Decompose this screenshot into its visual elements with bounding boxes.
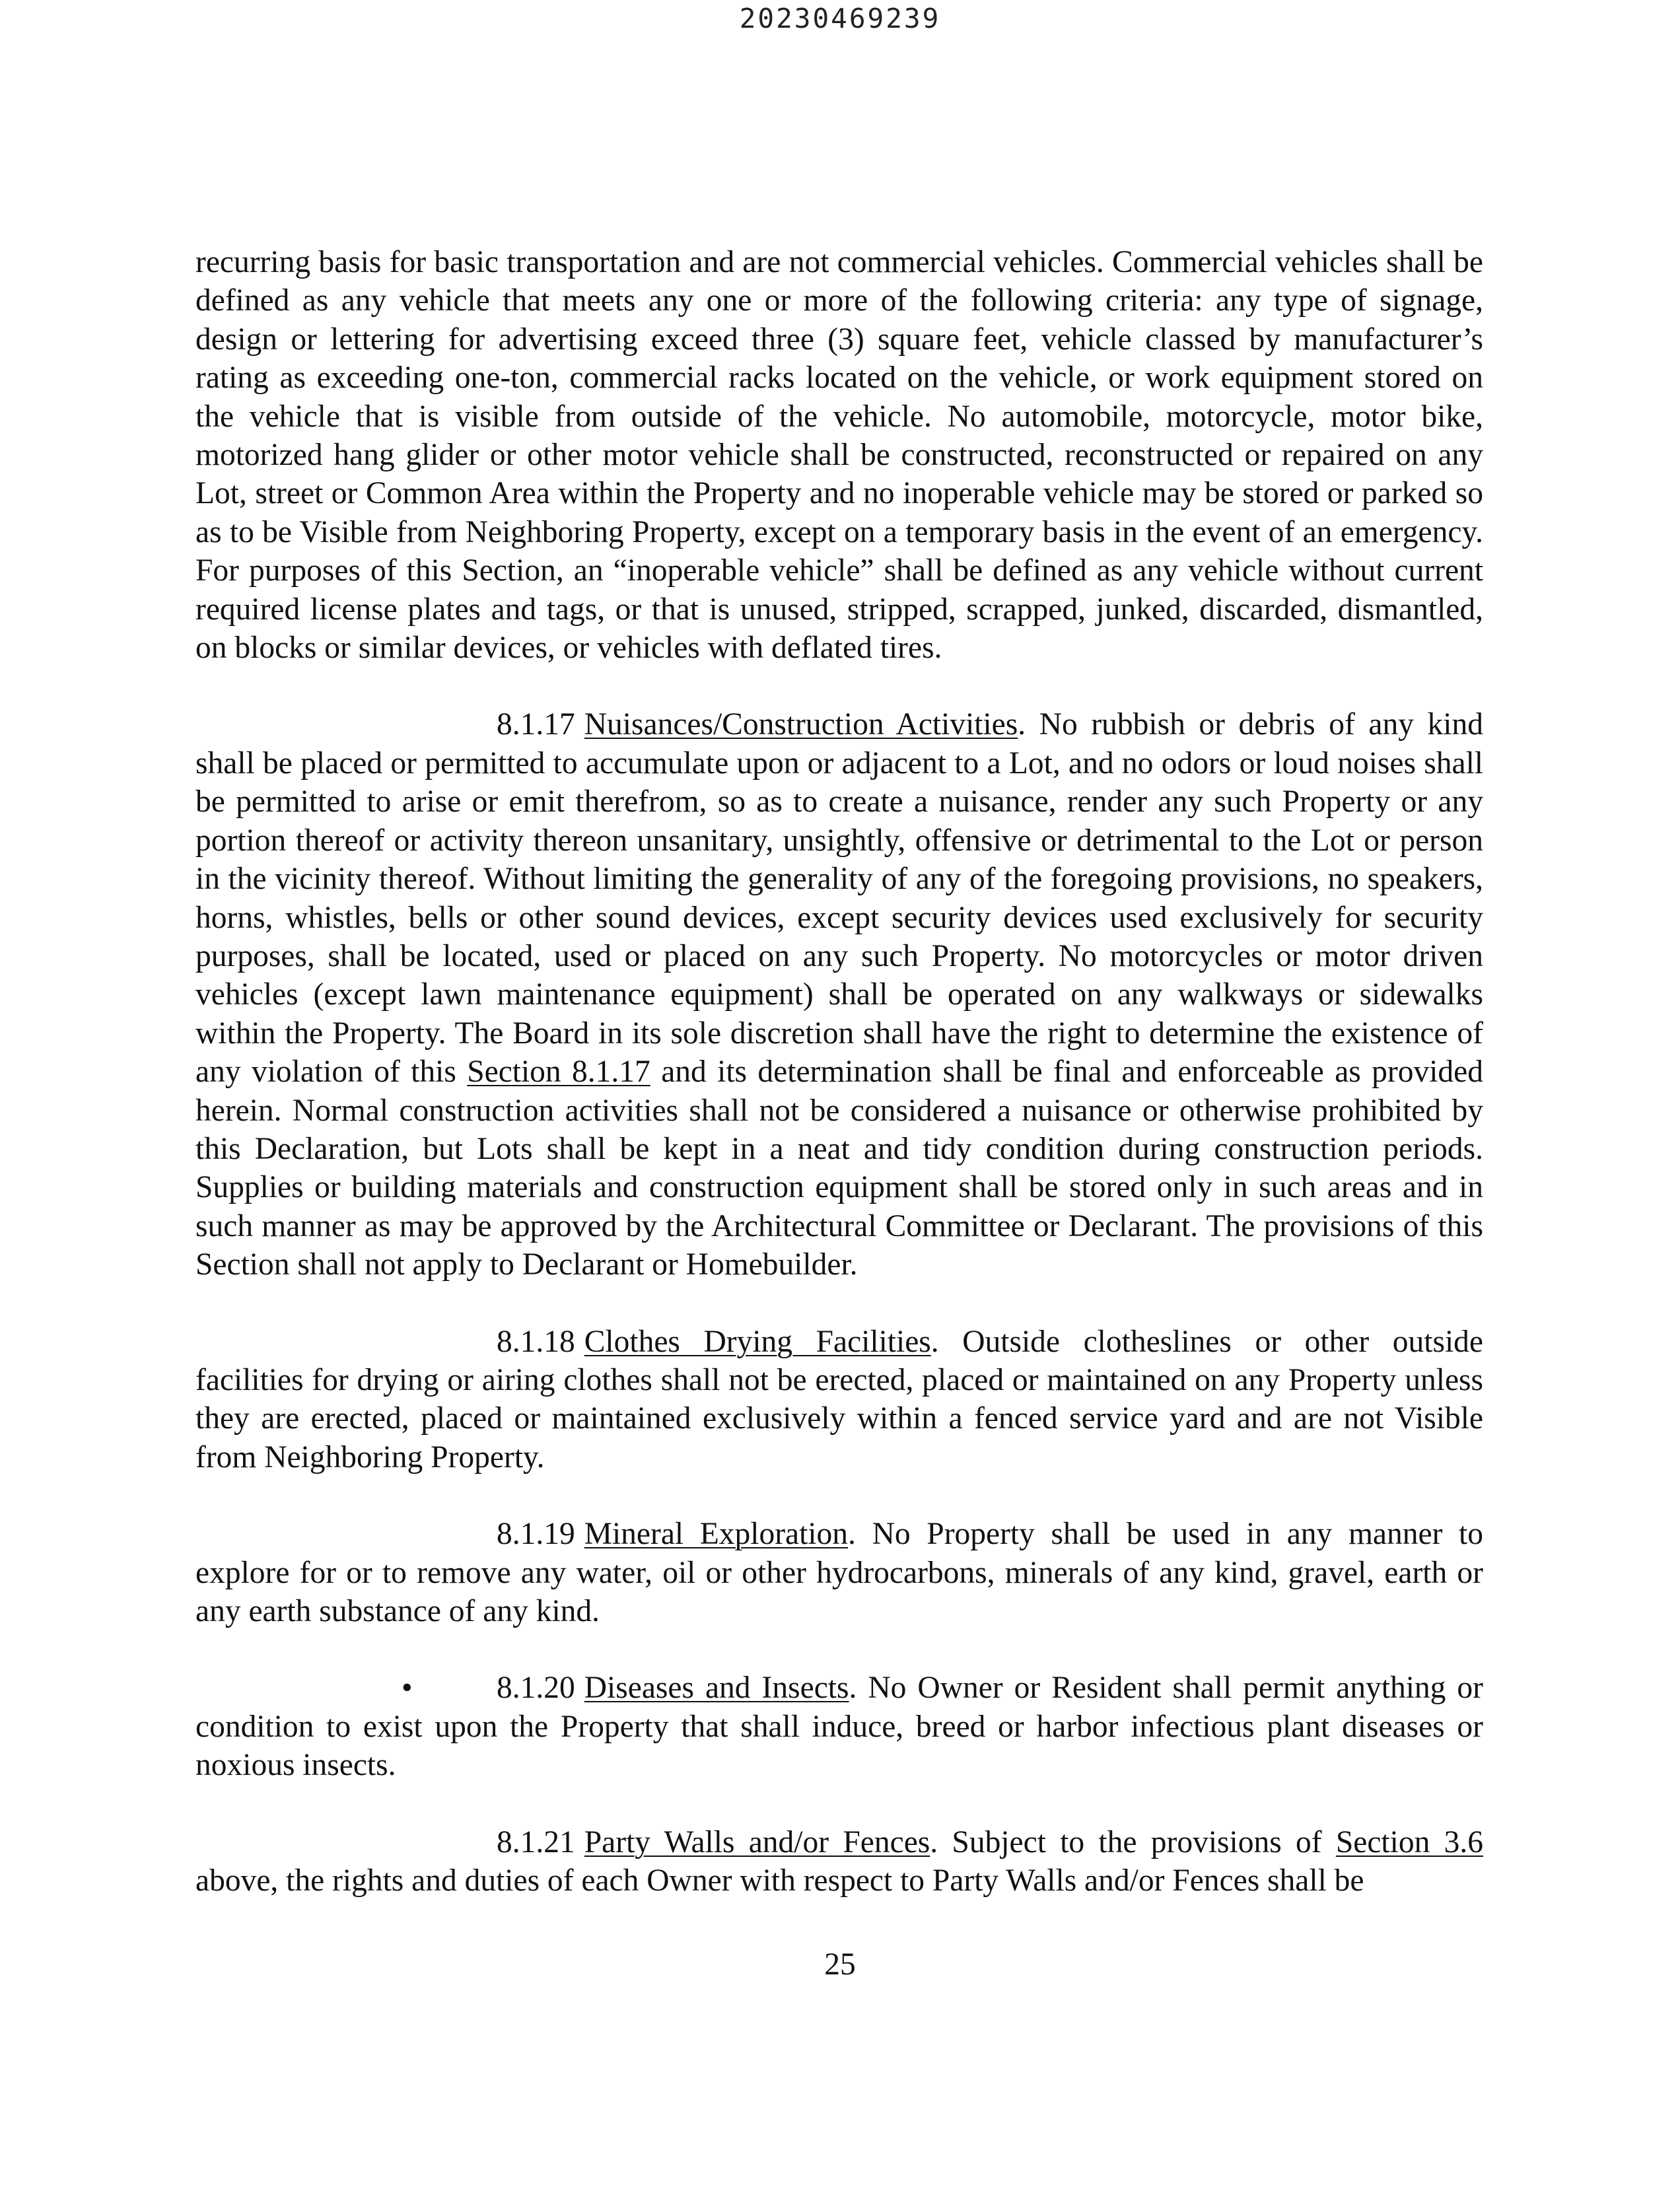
paragraph-vehicles: recurring basis for basic transportation and are not commercial vehicles. Commercial vehicles shall be defined as any vehicle that meets any one or more of the following criteria: any type of signage, design or lettering for advertising exceed three (3) square feet, vehicle classed by manufacturer’s rating as exceeding one-ton, commercial racks located on the vehicle, or work equipment stored on the vehicle that is visible from outside of the vehicle. No automobile, motorcycle, motor bike, motorized hang glider or other motor vehicle shall be constructed, reconstructed or repaired on any Lot, street or Common Area within the Property and no inoperable vehicle may be stored or parked so as to be Visible from Neighboring Property, except on a temporary basis in the event of an emergency. For purposes of this Section, an “inoperable vehicle” shall be defined as any vehicle without current required license plates and tags, or that is unused, stripped, scrapped, junked, discarded, dismantled, on blocks or similar devices, or vehicles with deflated tires. [195, 245, 1483, 666]
page-number: 25 [824, 1947, 856, 1982]
page-body [195, 243, 1483, 1900]
document-number: 20230469239 [739, 3, 941, 34]
section-body: . No rubbish or debris of any kind shall be placed or permitted to accumulate upon or adjacent to a Lot, and no odors or loud noises shall be permitted to arise or emit therefrom, so as to create a nuisance, render any such Property or any portion thereof or activity thereon unsanitary, unsightly, offensive or detrimental to the Lot or person in the vicinity thereof. Without limiting the generality of any of the foregoing provisions, no speakers, horns, whistles, bells or other sound devices, except security devices used exclusively for security purposes, shall be located, used or placed on any such Property. No motorcycles or motor driven vehicles (except lawn maintenance equipment) shall be operated on any walkways or sidewalks within the Property. The Board in its sole discretion shall have the right to determine the existence of any violation of this [195, 707, 1483, 1090]
section-reference: Section 3.6 [1335, 1824, 1483, 1859]
section-body: . No Owner or Resident shall permit anything or condition to exist upon the Property that shall induce, breed or harbor infectious plant diseases or noxious insects. [195, 1671, 1483, 1783]
section-body-continued: above, the rights and duties of each Owner with respect to Party Walls and/or Fences shall be [195, 1863, 1364, 1898]
section-title: Mineral Exploration [584, 1517, 849, 1552]
section-title: Party Walls and/or Fences [584, 1824, 930, 1859]
section-number: 8.1.20 [497, 1671, 575, 1706]
section-body: . No Property shall be used in any manner to explore for or to remove any water, oil or other hydrocarbons, minerals of any kind, gravel, earth or any earth substance of any kind. [195, 1517, 1483, 1628]
section-number: 8.1.17 [497, 707, 575, 742]
section-number: 8.1.19 [497, 1517, 575, 1552]
section-number: 8.1.18 [497, 1324, 575, 1359]
section-title: Diseases and Insects [584, 1671, 849, 1706]
section-8-1-19 [195, 1515, 1483, 1630]
section-number: 8.1.21 [497, 1824, 575, 1859]
section-8-1-21 [195, 1823, 1483, 1900]
section-body: . Outside clotheslines or other outside facilities for drying or airing clothes shall not be erected, placed or maintained on any Property unless they are erected, placed or maintained exclusively within a fenced service yard and are not Visible from Neighboring Property. [195, 1324, 1483, 1475]
section-reference: Section 8.1.17 [467, 1055, 650, 1090]
section-8-1-17 [195, 705, 1483, 1284]
section-title: Nuisances/Construction Activities [584, 707, 1018, 742]
section-body: . Subject to the provisions of [930, 1824, 1336, 1859]
section-8-1-20 [195, 1669, 1483, 1784]
bullet-mark: • [402, 1671, 413, 1706]
section-8-1-18 [195, 1323, 1483, 1477]
section-body-continued: and its determination shall be final and enforceable as provided herein. Normal construction activities shall not be considered a nuisance or otherwise prohibited by this Declaration, but Lots shall be kept in a neat and tidy condition during construction periods. Supplies or building materials and construction equipment shall be stored only in such areas and in such manner as may be approved by the Architectural Committee or Declarant. The provisions of this Section shall not apply to Declarant or Homebuilder. [195, 1055, 1483, 1282]
section-title: Clothes Drying Facilities [584, 1324, 931, 1359]
